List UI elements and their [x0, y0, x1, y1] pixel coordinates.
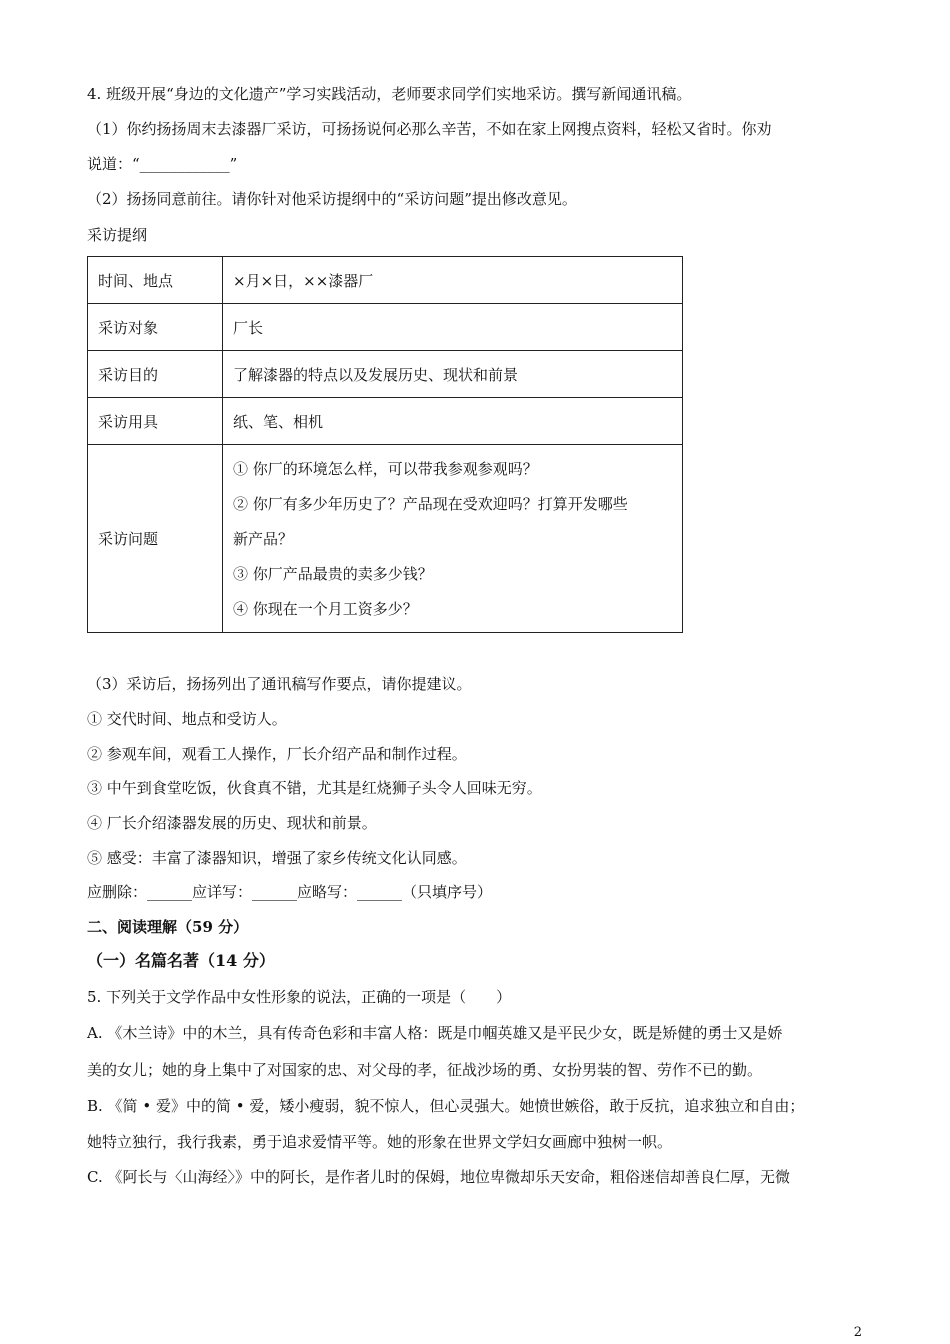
section-title: 二、阅读理解（59 分） — [87, 918, 249, 936]
question-item: ① 你厂的环境怎么样，可以带我参观参观吗？ — [233, 459, 538, 478]
q5-option-c-line1: C. 《阿长与〈山海经〉》中的阿长，是作者儿时的保姆，地位卑微却乐天安命，粗俗迷信却善良仁厚，无微 — [87, 1168, 790, 1186]
subsection-title: （一）名篇名著（14 分） — [87, 951, 275, 970]
writing-point: ① 交代时间、地点和受访人。 — [87, 710, 287, 728]
question-item: ② 你厂有多少年历史了？产品现在受欢迎吗？打算开发哪些 — [233, 494, 628, 513]
table-value-cell: 了解漆器的特点以及发展历史、现状和前景 — [223, 351, 683, 398]
q4-part2: （2）扬扬同意前往。请你针对他采访提纲中的“采访问题”提出修改意见。 — [87, 190, 577, 208]
writing-point: ⑤ 感受：丰富了漆器知识，增强了家乡传统文化认同感。 — [87, 849, 467, 867]
table-row — [88, 257, 683, 304]
writing-point: ④ 厂长介绍漆器发展的历史、现状和前景。 — [87, 814, 377, 832]
q4-part3: （3）采访后，扬扬列出了通讯稿写作要点，请你提建议。 — [87, 675, 472, 693]
q5-stem: 5. 下列关于文学作品中女性形象的说法，正确的一项是（ ） — [87, 988, 512, 1006]
writing-point: ② 参观车间，观看工人操作，厂长介绍产品和制作过程。 — [87, 745, 467, 763]
table-row-questions — [88, 445, 683, 633]
q4-part1-line2: 说道：“____________” — [87, 155, 238, 173]
table-key-cell: 采访目的 — [88, 351, 223, 398]
question-item: ④ 你现在一个月工资多少？ — [233, 599, 418, 618]
table-value-cell: 厂长 — [223, 304, 683, 351]
questions-cell — [223, 445, 683, 633]
table-key-cell: 时间、地点 — [88, 257, 223, 304]
interview-outline-table — [87, 256, 683, 633]
table-row — [88, 351, 683, 398]
question-item: 新产品？ — [233, 529, 294, 548]
table-row — [88, 304, 683, 351]
writing-point: ③ 中午到食堂吃饭，伙食真不错，尤其是红烧狮子头令人回味无穷。 — [87, 779, 542, 797]
page-number: 2 — [853, 1325, 862, 1340]
q5-option-b-line1: B. 《简 • 爱》中的简 • 爱，矮小瘦弱，貌不惊人，但心灵强大。她愤世嫉俗，敢于反抗，追求独立和自由； — [87, 1097, 805, 1115]
q5-option-a-line1: A. 《木兰诗》中的木兰，具有传奇色彩和丰富人格：既是巾帼英雄又是平民少女，既是矫健的勇士又是娇 — [87, 1024, 783, 1042]
q5-option-b-line2: 她特立独行，我行我素，勇于追求爱情平等。她的形象在世界文学妇女画廊中独树一帜。 — [87, 1133, 673, 1151]
q4-part1-line1: （1）你约扬扬周末去漆器厂采访，可扬扬说何必那么辛苦，不如在家上网搜点资料，轻松又省时。你劝 — [87, 120, 772, 138]
question-item: ③ 你厂产品最贵的卖多少钱？ — [233, 564, 433, 583]
table-key-cell: 采访对象 — [88, 304, 223, 351]
table-key-cell: 采访问题 — [88, 445, 223, 633]
table-value-cell: ×月×日，××漆器厂 — [223, 257, 683, 304]
answer-blank-line: 应删除：______应详写：______应略写：______（只填序号） — [87, 883, 493, 901]
q5-option-a-line2: 美的女儿；她的身上集中了对国家的忠、对父母的孝，征战沙场的勇、女扮男装的智、劳作不已的勤。 — [87, 1061, 763, 1079]
q4-stem: 4. 班级开展“身边的文化遗产”学习实践活动，老师要求同学们实地采访。撰写新闻通讯稿。 — [87, 85, 692, 103]
table-key-cell: 采访用具 — [88, 398, 223, 445]
table-value-cell: 纸、笔、相机 — [223, 398, 683, 445]
table-row — [88, 398, 683, 445]
outline-title: 采访提纲 — [87, 226, 148, 244]
